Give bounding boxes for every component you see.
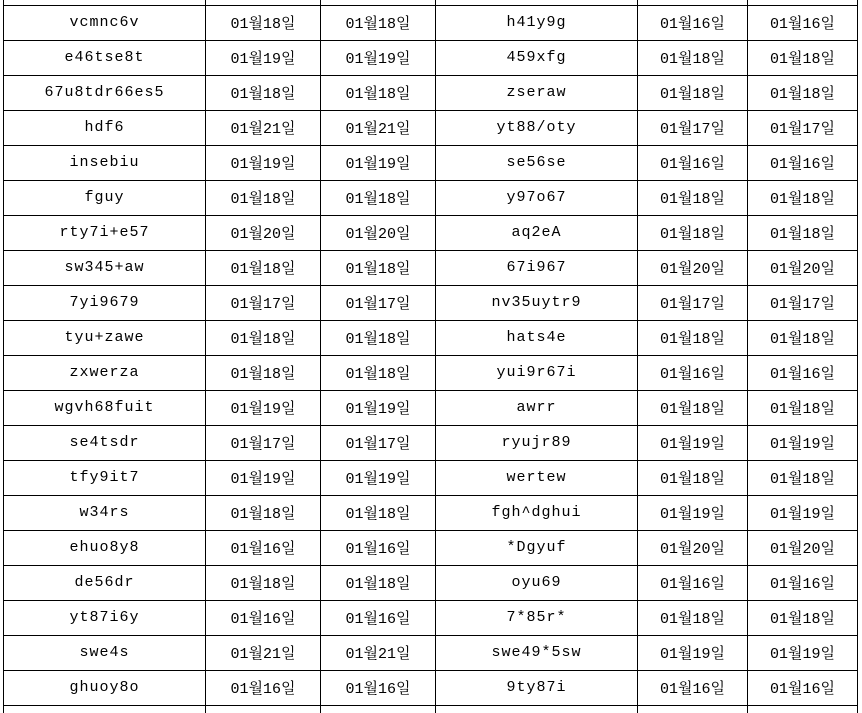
table-row (4, 145, 858, 180)
data-table (3, 0, 858, 713)
date-cell[interactable]: 01월17일 (321, 285, 436, 320)
table-row (4, 390, 858, 425)
date-cell[interactable]: 01월19일 (638, 495, 748, 530)
date-cell[interactable]: 01월16일 (206, 670, 321, 705)
date-cell[interactable]: 01월18일 (638, 40, 748, 75)
date-cell[interactable]: 01월18일 (321, 250, 436, 285)
empty-cell (321, 705, 436, 713)
date-cell[interactable]: 01월19일 (321, 145, 436, 180)
date-cell[interactable]: 01월18일 (206, 565, 321, 600)
date-cell[interactable]: 01월20일 (748, 250, 858, 285)
table-row (4, 495, 858, 530)
item-code-cell[interactable]: *Dgyuf (436, 530, 638, 565)
empty-cell (638, 705, 748, 713)
item-code-cell[interactable]: insebiu (4, 145, 206, 180)
table-row (4, 670, 858, 705)
date-cell[interactable]: 01월20일 (321, 215, 436, 250)
item-code-cell[interactable]: ryujr89 (436, 425, 638, 460)
table-row (4, 250, 858, 285)
date-cell[interactable]: 01월18일 (638, 75, 748, 110)
date-cell[interactable]: 01월18일 (206, 495, 321, 530)
table-row (4, 635, 858, 670)
empty-cell (436, 705, 638, 713)
date-cell[interactable]: 01월16일 (748, 565, 858, 600)
date-cell[interactable]: 01월19일 (638, 425, 748, 460)
date-cell[interactable]: 01월20일 (638, 250, 748, 285)
item-code-cell[interactable]: aq2eA (436, 215, 638, 250)
date-cell[interactable]: 01월16일 (638, 670, 748, 705)
item-code-cell[interactable]: oyu69 (436, 565, 638, 600)
clipped-row-bottom (4, 705, 858, 713)
item-code-cell[interactable]: se56se (436, 145, 638, 180)
date-cell[interactable]: 01월16일 (638, 565, 748, 600)
date-cell[interactable]: 01월17일 (638, 110, 748, 145)
item-code-cell[interactable]: swe4s (4, 635, 206, 670)
table-row (4, 215, 858, 250)
date-cell[interactable]: 01월18일 (206, 250, 321, 285)
date-cell[interactable]: 01월18일 (206, 320, 321, 355)
date-cell[interactable]: 01월17일 (748, 110, 858, 145)
date-cell[interactable]: 01월16일 (748, 355, 858, 390)
date-cell[interactable]: 01월21일 (321, 635, 436, 670)
item-code-cell[interactable]: 7*85r* (436, 600, 638, 635)
item-code-cell[interactable]: de56dr (4, 565, 206, 600)
date-cell[interactable]: 01월18일 (638, 215, 748, 250)
date-cell[interactable]: 01월16일 (638, 355, 748, 390)
date-cell[interactable]: 01월18일 (321, 320, 436, 355)
date-cell[interactable]: 01월19일 (206, 40, 321, 75)
date-cell[interactable]: 01월19일 (748, 635, 858, 670)
date-cell[interactable]: 01월16일 (748, 5, 858, 40)
date-cell[interactable]: 01월19일 (748, 425, 858, 460)
date-cell[interactable]: 01월16일 (321, 530, 436, 565)
date-cell[interactable]: 01월16일 (748, 670, 858, 705)
item-code-cell[interactable]: hdf6 (4, 110, 206, 145)
table-row (4, 285, 858, 320)
date-cell[interactable]: 01월19일 (321, 40, 436, 75)
date-cell[interactable]: 01월17일 (321, 425, 436, 460)
date-cell[interactable]: 01월17일 (206, 285, 321, 320)
date-cell[interactable]: 01월20일 (748, 530, 858, 565)
date-cell[interactable]: 01월16일 (748, 145, 858, 180)
date-cell[interactable]: 01월16일 (321, 670, 436, 705)
item-code-cell[interactable]: rty7i+e57 (4, 215, 206, 250)
date-cell[interactable]: 01월18일 (748, 215, 858, 250)
date-cell[interactable]: 01월17일 (638, 285, 748, 320)
date-cell[interactable]: 01월19일 (206, 145, 321, 180)
item-code-cell[interactable]: yt88/oty (436, 110, 638, 145)
item-code-cell[interactable]: fguy (4, 180, 206, 215)
date-cell[interactable]: 01월18일 (638, 180, 748, 215)
item-code-cell[interactable]: 459xfg (436, 40, 638, 75)
item-code-cell[interactable]: wgvh68fuit (4, 390, 206, 425)
item-code-cell[interactable]: 67u8tdr66es5 (4, 75, 206, 110)
date-cell[interactable]: 01월21일 (206, 635, 321, 670)
date-cell[interactable]: 01월17일 (206, 425, 321, 460)
date-cell[interactable]: 01월19일 (321, 460, 436, 495)
date-cell[interactable]: 01월18일 (748, 600, 858, 635)
date-cell[interactable]: 01월18일 (748, 390, 858, 425)
date-cell[interactable]: 01월16일 (321, 600, 436, 635)
item-code-cell[interactable]: e46tse8t (4, 40, 206, 75)
date-cell[interactable]: 01월18일 (321, 355, 436, 390)
item-code-cell[interactable]: yui9r67i (436, 355, 638, 390)
table-row (4, 40, 858, 75)
date-cell[interactable]: 01월18일 (206, 355, 321, 390)
date-cell[interactable]: 01월16일 (638, 145, 748, 180)
table-row (4, 460, 858, 495)
item-code-cell[interactable]: y97o67 (436, 180, 638, 215)
item-code-cell[interactable]: vcmnc6v (4, 5, 206, 40)
date-cell[interactable]: 01월18일 (748, 180, 858, 215)
date-cell[interactable]: 01월20일 (206, 215, 321, 250)
date-cell[interactable]: 01월18일 (748, 460, 858, 495)
item-code-cell[interactable]: zxwerza (4, 355, 206, 390)
date-cell[interactable]: 01월17일 (748, 285, 858, 320)
date-cell[interactable]: 01월18일 (638, 460, 748, 495)
item-code-cell[interactable]: ehuo8y8 (4, 530, 206, 565)
item-code-cell[interactable]: zseraw (436, 75, 638, 110)
date-cell[interactable]: 01월19일 (206, 460, 321, 495)
date-cell[interactable]: 01월19일 (748, 495, 858, 530)
item-code-cell[interactable]: w34rs (4, 495, 206, 530)
date-cell[interactable]: 01월18일 (638, 600, 748, 635)
date-cell[interactable]: 01월20일 (638, 530, 748, 565)
item-code-cell[interactable]: 9ty87i (436, 670, 638, 705)
date-cell[interactable]: 01월18일 (206, 180, 321, 215)
table-row (4, 355, 858, 390)
item-code-cell[interactable]: fgh^dghui (436, 495, 638, 530)
date-cell[interactable]: 01월18일 (206, 5, 321, 40)
empty-cell (4, 705, 206, 713)
date-cell[interactable]: 01월18일 (321, 75, 436, 110)
date-cell[interactable]: 01월18일 (748, 320, 858, 355)
item-code-cell[interactable]: hats4e (436, 320, 638, 355)
empty-cell (748, 705, 858, 713)
item-code-cell[interactable]: swe49*5sw (436, 635, 638, 670)
item-code-cell[interactable]: wertew (436, 460, 638, 495)
item-code-cell[interactable]: nv35uytr9 (436, 285, 638, 320)
date-cell[interactable]: 01월18일 (748, 40, 858, 75)
table-row (4, 5, 858, 40)
table-row (4, 75, 858, 110)
spreadsheet-grid (3, 0, 858, 713)
item-code-cell[interactable]: yt87i6y (4, 600, 206, 635)
date-cell[interactable]: 01월21일 (206, 110, 321, 145)
item-code-cell[interactable]: h41y9g (436, 5, 638, 40)
item-code-cell[interactable]: sw345+aw (4, 250, 206, 285)
table-row (4, 180, 858, 215)
table-row (4, 320, 858, 355)
item-code-cell[interactable]: 67i967 (436, 250, 638, 285)
empty-cell (206, 705, 321, 713)
date-cell[interactable]: 01월16일 (206, 530, 321, 565)
date-cell[interactable]: 01월18일 (321, 180, 436, 215)
item-code-cell[interactable]: se4tsdr (4, 425, 206, 460)
table-row (4, 530, 858, 565)
date-cell[interactable]: 01월18일 (321, 495, 436, 530)
date-cell[interactable]: 01월21일 (321, 110, 436, 145)
item-code-cell[interactable]: awrr (436, 390, 638, 425)
date-cell[interactable]: 01월19일 (638, 635, 748, 670)
date-cell[interactable]: 01월18일 (638, 390, 748, 425)
item-code-cell[interactable]: ghuoy8o (4, 670, 206, 705)
table-row (4, 565, 858, 600)
date-cell[interactable]: 01월18일 (206, 75, 321, 110)
table-row (4, 600, 858, 635)
date-cell[interactable]: 01월18일 (321, 565, 436, 600)
table-row (4, 425, 858, 460)
item-code-cell[interactable]: 7yi9679 (4, 285, 206, 320)
date-cell[interactable]: 01월19일 (206, 390, 321, 425)
date-cell[interactable]: 01월16일 (206, 600, 321, 635)
date-cell[interactable]: 01월18일 (638, 320, 748, 355)
table-row (4, 110, 858, 145)
date-cell[interactable]: 01월18일 (321, 5, 436, 40)
date-cell[interactable]: 01월19일 (321, 390, 436, 425)
date-cell[interactable]: 01월16일 (638, 5, 748, 40)
item-code-cell[interactable]: tyu+zawe (4, 320, 206, 355)
date-cell[interactable]: 01월18일 (748, 75, 858, 110)
item-code-cell[interactable]: tfy9it7 (4, 460, 206, 495)
